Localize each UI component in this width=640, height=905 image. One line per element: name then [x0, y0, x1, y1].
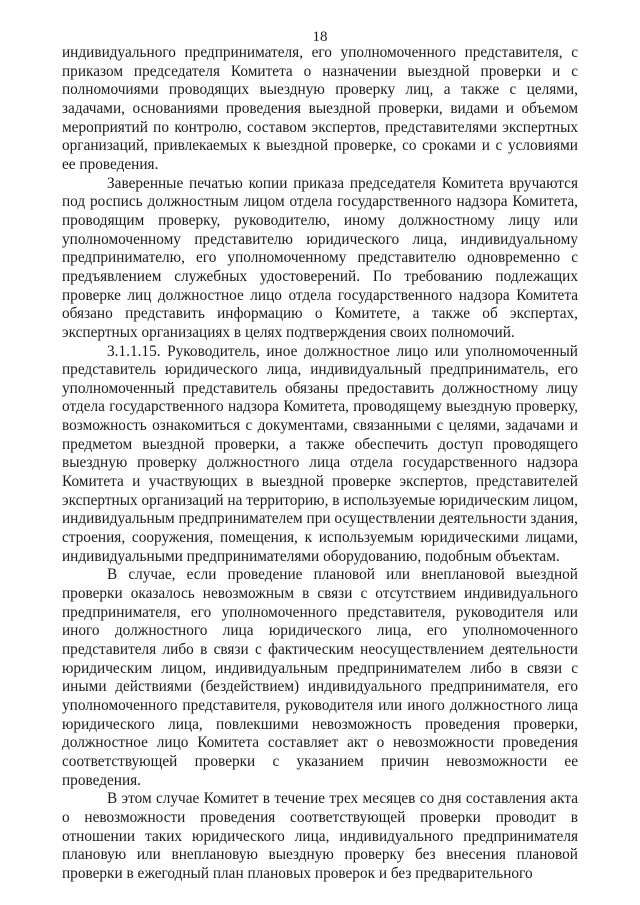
paragraph-3-1-1-15: 3.1.1.15. Руководитель, иное должностное лицо или уполномоченный представитель юридического лица, индивидуальный предприниматель, его уполномоченный представитель обязаны предоставить должностному лицу отдела государственного надзора Комитета, проводящему выездную проверку, возможность ознакомиться с документами, связанными с целями, задачами и предметом выездной проверки, а также обеспечить доступ проводящего выездную проверку должностного лица отдела государственного надзора Комитета и участвующих в выездной проверке экспертов, представителей экспертных организаций на территорию, в используемые юридическим лицом, индивидуальным предпринимателем при осуществлении деятельности здания, строения, сооружения, помещения, к используемым юридическими лицами, индивидуальными предпринимателями оборудованию, подобным объектам.: [62, 342, 578, 565]
paragraph-copies-of-order: Заверенные печатью копии приказа председателя Комитета вручаются под роспись должностным лицом отдела государственного надзора Комитета, проводящим проверку, руководителю, иному должностному лицу или уполномоченному представителю юридического лица, индивидуальному предпринимателю, его уполномоченному представителю одновременно с предъявлением служебных удостоверений. По требованию подлежащих проверке лиц должностное лицо отдела государственного надзора Комитета обязано представить информацию о Комитете, а также об экспертах, экспертных организациях в целях подтверждения своих полномочий.: [62, 174, 578, 341]
paragraph-repeat-inspection: В этом случае Комитет в течение трех месяцев со дня составления акта о невозможности проведения соответствующей проверки проводит в отношении таких юридического лица, индивидуального предпринимателя плановую или внеплановую выездную проверку без внесения плановой проверки в ежегодный план плановых проверок и без предварительного: [62, 790, 578, 882]
paragraph-continuation: индивидуального предпринимателя, его уполномоченного представителя, с приказом председателя Комитета о назначении выездной проверки и с полномочиями проводящих выездную проверку лиц, а также с целями, задачами, основаниями проведения выездной проверки, видами и объемом мероприятий по контролю, составом экспертов, представителями экспертных организаций, привлекаемых к выездной проверке, со сроками и с условиями ее проведения.: [62, 44, 578, 173]
page-number: 18: [312, 29, 328, 45]
body-text: [62, 44, 578, 884]
paragraph-inspection-impossible: В случае, если проведение плановой или внеплановой выездной проверки оказалось невозможным в связи с отсутствием индивидуального предпринимателя, его уполномоченного представителя, руководителя или иного должностного лица юридического лица, его уполномоченного представителя либо в связи с фактическим неосуществлением деятельности юридическим лицом, индивидуальным предпринимателем либо в связи с иными действиями (бездействием) индивидуального предпринимателя, его уполномоченного представителя, руководителя или иного должностного лица юридического лица, повлекшими невозможность проведения проверки, должностное лицо Комитета составляет акт о невозможности проведения соответствующей проверки с указанием причин невозможности ее проведения.: [62, 566, 578, 789]
